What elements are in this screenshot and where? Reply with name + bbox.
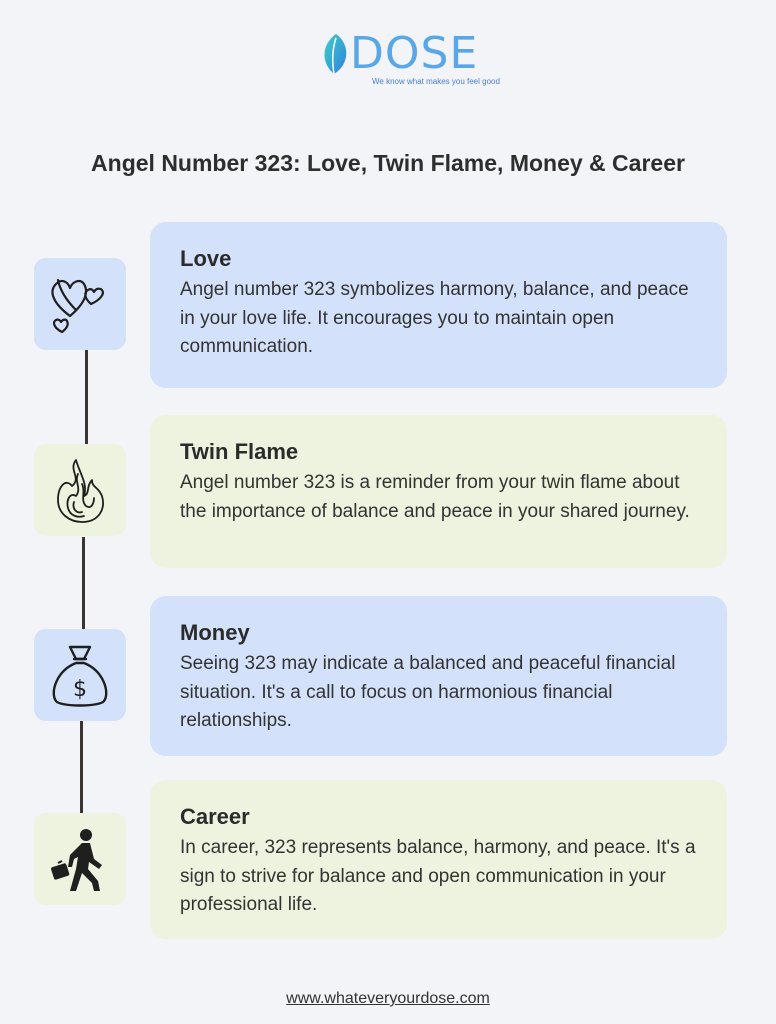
dose-logo bbox=[320, 30, 500, 90]
svg-text:$: $ bbox=[73, 677, 87, 702]
walking-businessman-icon bbox=[46, 825, 114, 893]
card-text: Angel number 323 symbolizes harmony, balance, and peace in your love life. It encourages you to maintain open communication. bbox=[180, 279, 689, 357]
love-card bbox=[150, 222, 727, 388]
twin-flame-icon-box bbox=[34, 444, 126, 536]
card-title: Career bbox=[180, 804, 250, 829]
flame-icon bbox=[46, 456, 114, 524]
leaf-icon bbox=[320, 32, 352, 76]
career-icon-box bbox=[34, 813, 126, 905]
timeline-connector bbox=[82, 537, 85, 629]
hearts-icon bbox=[46, 270, 114, 338]
timeline-connector bbox=[85, 350, 88, 444]
card-text: Seeing 323 may indicate a balanced and peaceful financial situation. It's a call to focus on harmonious financial relationships. bbox=[180, 653, 676, 731]
money-card bbox=[150, 596, 727, 756]
timeline-connector bbox=[80, 721, 83, 813]
page-title: Angel Number 323: Love, Twin Flame, Money & Career bbox=[91, 150, 685, 176]
website-link[interactable]: www.whateveryourdose.com bbox=[286, 990, 490, 1007]
card-title: Money bbox=[180, 620, 250, 645]
card-title: Twin Flame bbox=[180, 439, 299, 464]
money-icon-box bbox=[34, 629, 126, 721]
love-icon-box bbox=[34, 258, 126, 350]
card-text: Angel number 323 is a reminder from your twin flame about the importance of balance and peace in your shared journey. bbox=[180, 472, 690, 522]
footer bbox=[0, 990, 776, 1008]
money-bag-icon bbox=[46, 641, 114, 709]
card-text: In career, 323 represents balance, harmony, and peace. It's a sign to strive for balance and open communication in your professional life. bbox=[180, 837, 696, 915]
logo-wordmark: DOSE bbox=[350, 28, 479, 79]
twin-flame-card bbox=[150, 415, 727, 568]
logo-tagline: We know what makes you feel good bbox=[372, 77, 500, 86]
card-title: Love bbox=[180, 246, 232, 271]
career-card bbox=[150, 780, 727, 939]
